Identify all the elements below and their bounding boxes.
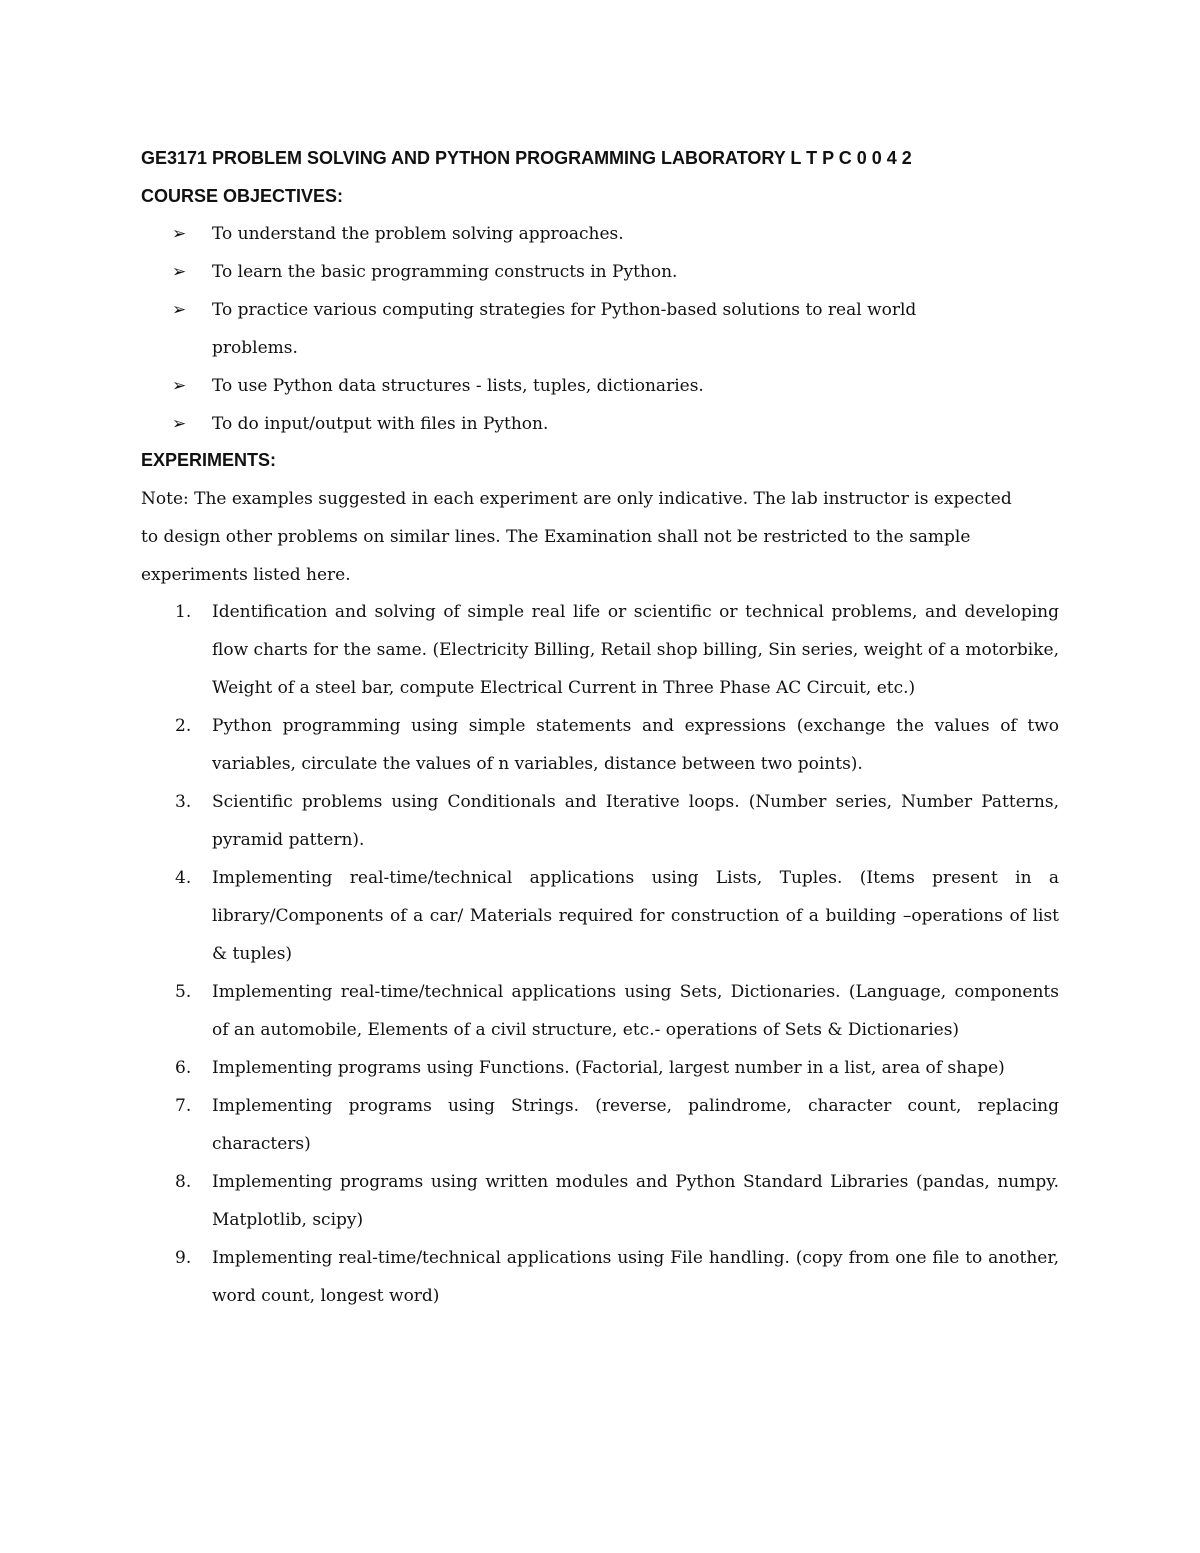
item-number: 9. <box>175 1248 192 1268</box>
arrowhead-bullet-icon: ➢ <box>172 262 187 282</box>
item-number: 3. <box>175 792 192 812</box>
list-item <box>141 593 1059 707</box>
item-number: 8. <box>175 1172 192 1192</box>
arrowhead-bullet-icon: ➢ <box>172 376 187 396</box>
list-item <box>141 1049 1059 1087</box>
experiment-text: Implementing programs using written modules and Python Standard Libraries (pandas, numpy. Matplotlib, scipy) <box>212 1172 1059 1230</box>
objective-text: To practice various computing strategies for Python-based solutions to real world problems. <box>212 300 917 358</box>
list-item <box>141 707 1059 783</box>
list-item <box>141 783 1059 859</box>
list-item <box>172 405 1072 443</box>
experiment-text: Identification and solving of simple real life or scientific or technical problems, and developing flow charts for the same. (Electricity Billing, Retail shop billing, Sin series, weight of a motorbike, Weight of a steel bar, compute Electrical Current in Three Phase AC Circuit, etc.) <box>212 602 1059 698</box>
item-number: 2. <box>175 716 192 736</box>
experiment-text: Implementing real-time/technical applications using Lists, Tuples. (Items present in a library/Components of a car/ Materials required for construction of a building –operations of list & tuples) <box>212 868 1059 964</box>
arrowhead-bullet-icon: ➢ <box>172 414 187 434</box>
list-item <box>172 291 1072 367</box>
objective-text: To use Python data structures - lists, tuples, dictionaries. <box>212 376 704 396</box>
experiment-text: Python programming using simple statements and expressions (exchange the values of two variables, circulate the values of n variables, distance between two points). <box>212 716 1059 774</box>
list-item <box>141 1239 1059 1315</box>
list-item <box>141 859 1059 973</box>
arrowhead-bullet-icon: ➢ <box>172 224 187 244</box>
item-number: 5. <box>175 982 192 1002</box>
objective-text: To understand the problem solving approaches. <box>212 224 624 244</box>
arrowhead-bullet-icon: ➢ <box>172 300 187 320</box>
list-item <box>172 367 1072 405</box>
objective-text: To learn the basic programming constructs in Python. <box>212 262 678 282</box>
experiments-list <box>141 593 1059 1315</box>
experiment-text: Implementing programs using Strings. (reverse, palindrome, character count, replacing characters) <box>212 1096 1059 1154</box>
experiment-text: Implementing real-time/technical applications using File handling. (copy from one file to another, word count, longest word) <box>212 1248 1059 1306</box>
item-number: 6. <box>175 1058 192 1078</box>
list-item <box>141 1163 1059 1239</box>
item-number: 7. <box>175 1096 192 1116</box>
item-number: 4. <box>175 868 192 888</box>
experiments-heading: EXPERIMENTS: <box>141 450 277 470</box>
experiment-text: Implementing real-time/technical applications using Sets, Dictionaries. (Language, components of an automobile, Elements of a civil structure, etc.- operations of Sets & Dictionaries) <box>212 982 1059 1040</box>
item-number: 1. <box>175 602 192 622</box>
list-item <box>141 1087 1059 1163</box>
page-title: GE3171 PROBLEM SOLVING AND PYTHON PROGRAMMING LABORATORY L T P C 0 0 4 2 <box>141 148 912 168</box>
list-item <box>172 253 1072 291</box>
objectives-list <box>172 215 1072 443</box>
experiment-text: Implementing programs using Functions. (Factorial, largest number in a list, area of shape) <box>212 1058 1005 1078</box>
list-item <box>141 973 1059 1049</box>
list-item <box>172 215 1072 253</box>
experiment-text: Scientific problems using Conditionals and Iterative loops. (Number series, Number Patterns, pyramid pattern). <box>212 792 1059 850</box>
note-paragraph: Note: The examples suggested in each experiment are only indicative. The lab instructor is expected to design other problems on similar lines. The Examination shall not be restricted to the sample experiments listed here. <box>141 489 1012 585</box>
objective-text: To do input/output with files in Python. <box>212 414 549 434</box>
objectives-heading: COURSE OBJECTIVES: <box>141 186 344 206</box>
